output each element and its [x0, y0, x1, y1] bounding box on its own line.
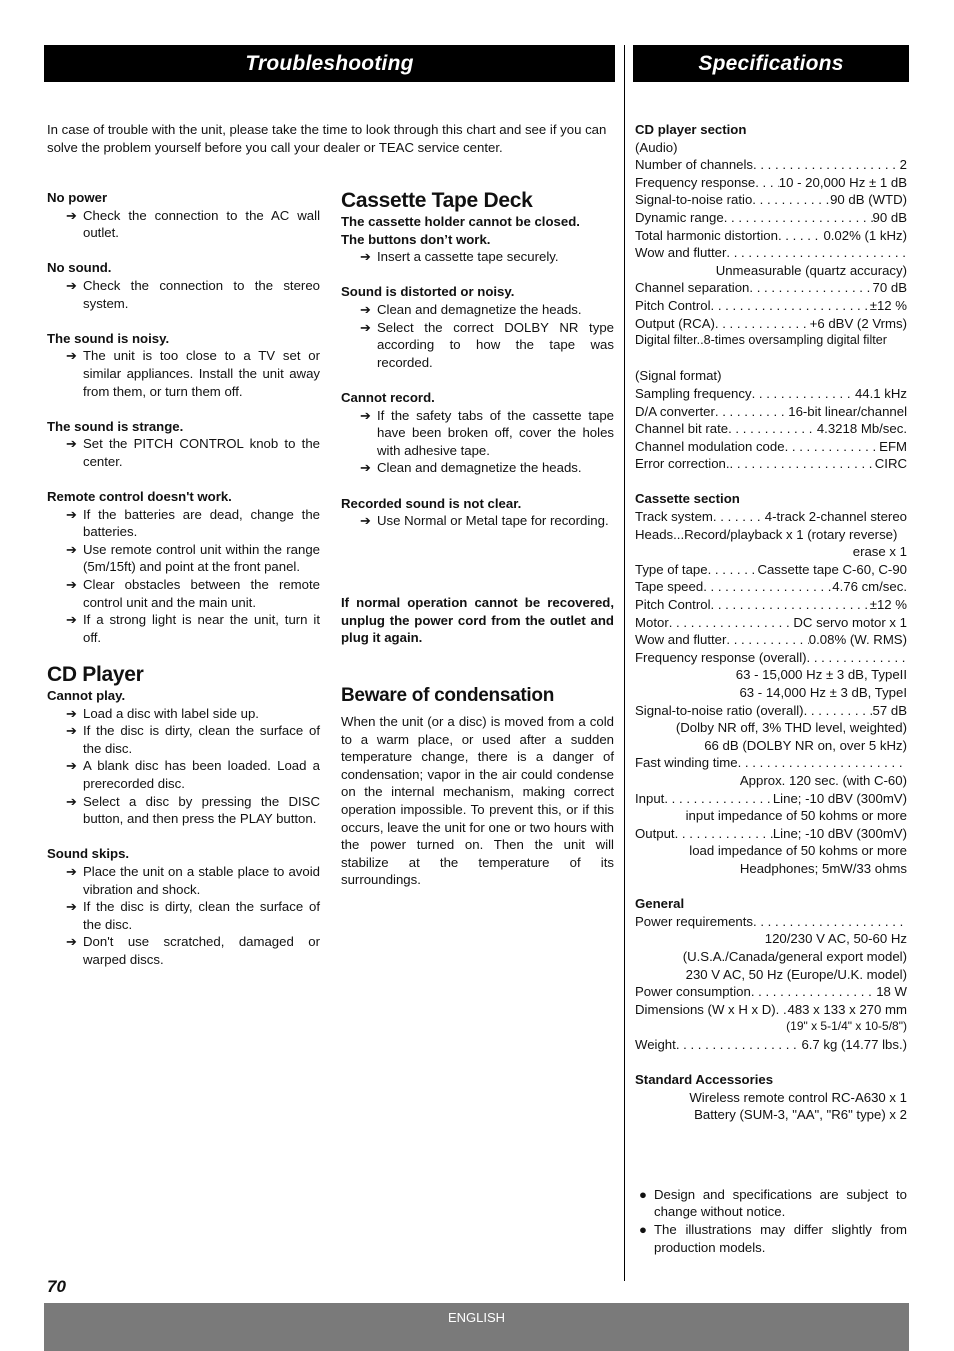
arrow-right-icon: ➔	[66, 541, 77, 557]
spec-row	[635, 279, 907, 297]
spec-label: Tape speed	[635, 579, 704, 595]
wow-flutter-value: Unmeasurable (quartz accuracy)	[715, 262, 907, 278]
snr-line-2: 66 dB (DOLBY NR on, over 5 kHz)	[704, 737, 907, 753]
problem-title: No power	[47, 190, 108, 205]
spec-row	[635, 455, 907, 473]
audio-heading: (Audio)	[635, 139, 678, 155]
solution-text: The unit is too close to a TV set or similar appliances. Install the unit away from them, or turn them off.	[83, 348, 320, 399]
spec-label: Pitch Control	[635, 297, 711, 313]
spec-label: Signal-to-noise ratio	[635, 192, 753, 208]
arrow-right-icon: ➔	[66, 705, 77, 721]
solution-item	[47, 933, 320, 968]
spec-label: Frequency response (overall)	[635, 649, 807, 665]
arrow-right-icon: ➔	[66, 863, 77, 879]
cd-player-heading: CD Player	[47, 663, 144, 687]
spec-label: Channel separation	[635, 280, 750, 296]
fast-winding-value: Approx. 120 sec. (with C-60)	[739, 772, 907, 788]
spec-row	[635, 631, 907, 649]
arrow-right-icon: ➔	[360, 460, 371, 476]
problem-title: Remote control doesn't work.	[47, 489, 232, 505]
spec-row	[635, 649, 907, 667]
solution-text: Insert a cassette tape securely.	[377, 249, 559, 265]
spec-value: 16-bit linear/channel	[788, 403, 907, 419]
solution-item	[47, 277, 320, 312]
spec-value: 0.08% (W. RMS)	[808, 632, 907, 648]
arrow-right-icon: ➔	[66, 934, 77, 950]
spec-row	[635, 244, 907, 262]
spec-row	[635, 315, 907, 333]
issue-group	[341, 213, 614, 266]
solution-item	[47, 722, 320, 757]
freq-line-2: 63 - 14,000 Hz ± 3 dB, TypeI	[739, 685, 907, 700]
solution-item	[47, 757, 320, 792]
issue-group	[341, 495, 614, 530]
spec-value: 4.76 cm/sec.	[832, 579, 907, 595]
spec-label: Channel modulation code	[635, 438, 785, 454]
arrow-right-icon: ➔	[66, 612, 77, 628]
accessories-heading: Standard Accessories	[635, 1072, 774, 1088]
spec-row	[635, 438, 907, 456]
solution-text: Use Normal or Metal tape for recording.	[377, 513, 609, 529]
spec-label: Dynamic range	[635, 209, 724, 225]
dimensions-inch: (19" x 5-1/4" x 10-5/8")	[786, 1019, 907, 1034]
recovery-note: If normal operation cannot be recovered, unplug the power cord from the outlet and plug it again.	[341, 595, 614, 646]
column-divider	[624, 45, 625, 1281]
cd-issues-list	[47, 687, 320, 969]
solution-text: Check the connection to the stereo system.	[83, 277, 320, 311]
solution-text: Select the correct DOLBY NR type according to how the tape was recorded.	[377, 319, 614, 370]
spec-row: Power requirements . . .	[635, 913, 907, 931]
spec-row: Power consumption . . . 18 W	[635, 983, 907, 1001]
solution-item	[47, 506, 320, 541]
solution-text: Use remote control unit within the range (5m/15ft) and point at the front panel.	[83, 541, 320, 575]
spec-row	[635, 578, 907, 596]
spec-note: ● The illustrations may differ slightly from production models.	[639, 1222, 907, 1255]
spec-row	[635, 156, 907, 174]
solution-item	[341, 319, 614, 372]
heads-line-2: erase x 1	[852, 544, 907, 560]
solution-text: Clear obstacles between the remote control unit and the main unit.	[83, 577, 320, 610]
solution-item	[47, 898, 320, 933]
solution-item	[47, 435, 320, 470]
solution-item	[341, 407, 614, 460]
problem-title: Sound skips.	[47, 846, 130, 862]
cassette-section-heading: Cassette section	[635, 491, 740, 507]
spec-row: Dimensions (W x H x D). . 483 x 133 x 270 mm	[635, 1001, 907, 1017]
spec-value: 90 dB	[872, 209, 907, 225]
spec-label: Output (RCA)	[635, 315, 715, 331]
spec-value: DC servo motor x 1	[793, 614, 907, 630]
output-line-1: load impedance of 50 kohms or more	[689, 843, 907, 859]
heads-line: Heads...Record/playback x 1 (rotary reverse)	[635, 526, 898, 542]
page-number: 70	[47, 1277, 66, 1296]
problem-title: Cannot record.	[341, 389, 435, 405]
spec-value: 10 - 20,000 Hz ± 1 dB	[778, 174, 907, 190]
spec-label: Wow and flutter	[635, 245, 727, 261]
arrow-right-icon: ➔	[66, 207, 77, 223]
spec-label: Number of channels	[635, 157, 754, 173]
snr-line-1: (Dolby NR off, 3% THD level, weighted)	[675, 720, 907, 736]
spec-row: Signal-to-noise ratio (overall) . . . 57 dB	[635, 702, 907, 720]
solution-text: Place the unit on a stable place to avoid vibration and shock.	[83, 863, 320, 897]
specifications-title-bar	[633, 45, 909, 82]
spec-label: Sampling frequency	[635, 385, 752, 401]
problem-title: Recorded sound is not clear.	[341, 495, 522, 511]
spec-value: ±12 %	[869, 297, 907, 313]
arrow-right-icon: ➔	[66, 348, 77, 364]
spec-label: Channel bit rate	[635, 421, 729, 437]
spec-label: Wow and flutter	[635, 632, 727, 648]
general-section-heading: General	[635, 896, 685, 912]
spec-value: 70 dB	[872, 280, 907, 296]
power-line-1: 120/230 V AC, 50-60 Hz	[764, 931, 907, 947]
intro-text: In case of trouble with the unit, please take the time to look through this chart and see if you can solve the problem yourself before you call your dealer or TEAC service center.	[47, 122, 607, 155]
spec-row: Track system . . . 4-track 2-channel stereo	[635, 508, 907, 526]
issue-group	[341, 389, 614, 477]
spec-label: Error correction.	[635, 456, 730, 472]
issue-group	[47, 845, 320, 968]
power-line-3: 230 V AC, 50 Hz (Europe/U.K. model)	[685, 966, 907, 982]
arrow-right-icon: ➔	[66, 577, 77, 593]
solution-item	[47, 793, 320, 828]
spec-label: Total harmonic distortion	[635, 227, 778, 243]
arrow-right-icon: ➔	[66, 758, 77, 774]
arrow-right-icon: ➔	[66, 723, 77, 739]
solution-item	[47, 576, 320, 611]
solution-text: Clean and demagnetize the heads.	[377, 301, 582, 317]
spec-row	[635, 191, 907, 209]
spec-value: +6 dBV (2 Vrms)	[809, 315, 907, 331]
condensation-text: When the unit (or a disc) is moved from a cold to a warm place, or used after a sudden temperature change, there is a danger of condensation; vapor in the air could condense on the internal mechanism, making correct operation impossible. To prevent this, or if this occurs, leave the unit for one or two hours with the power turned on. Then the unit will stabilize at the temperature of its surroundings.	[341, 714, 614, 888]
spec-row	[635, 614, 907, 632]
troubleshooting-title: Troubleshooting	[245, 51, 414, 75]
troubleshooting-title-bar	[44, 45, 615, 82]
solution-text: Don't use scratched, damaged or warped discs.	[83, 934, 320, 967]
solution-text: Check the connection to the AC wall outlet.	[83, 207, 320, 241]
problem-title: No sound.	[47, 260, 112, 276]
solution-item	[47, 347, 320, 400]
digital-filter: Digital filter..8-times oversampling digital filter	[635, 333, 887, 348]
spec-value: 0.02% (1 kHz)	[823, 227, 907, 243]
spec-row: Output . . . Line; -10 dBV (300mV)	[635, 825, 907, 843]
language-label: ENGLISH	[447, 1310, 506, 1325]
general-issues-list	[47, 189, 320, 646]
issue-group	[47, 418, 320, 471]
solution-text: A blank disc has been loaded. Load a prerecorded disc.	[83, 758, 320, 791]
spec-value: 2	[899, 157, 907, 173]
accessory-item: Wireless remote control RC-A630 x 1	[689, 1089, 907, 1105]
solution-item	[47, 207, 320, 242]
solution-item	[47, 705, 320, 723]
spec-row	[635, 174, 907, 192]
bullet-icon: ●	[639, 1222, 647, 1238]
solution-item	[341, 512, 614, 530]
solution-text: If the safety tabs of the cassette tape have been broken off, cover the holes with adhesive tape.	[377, 407, 614, 458]
spec-value: EFM	[879, 438, 907, 454]
solution-item	[341, 301, 614, 319]
footer-bar	[44, 1303, 909, 1351]
spec-value: CIRC	[874, 456, 907, 472]
solution-item	[341, 459, 614, 477]
troubleshooting-left-column	[47, 189, 320, 986]
output-line-2: Headphones; 5mW/33 ohms	[739, 860, 907, 876]
solution-text: If the batteries are dead, change the batteries.	[83, 506, 320, 540]
signal-format-heading: (Signal format)	[635, 368, 722, 384]
issue-group	[47, 488, 320, 646]
solution-item	[47, 611, 320, 646]
spec-value: 4.3218 Mb/sec.	[816, 421, 907, 437]
arrow-right-icon: ➔	[66, 793, 77, 809]
issue-group	[47, 189, 320, 242]
problem-title: The cassette holder cannot be closed.	[341, 214, 580, 229]
solution-text: Load a disc with label side up.	[83, 705, 259, 721]
solution-text: Set the PITCH CONTROL knob to the center.	[83, 436, 320, 469]
spec-value: ±12 %	[869, 597, 907, 613]
issue-group	[47, 687, 320, 828]
issue-group	[47, 330, 320, 400]
arrow-right-icon: ➔	[360, 249, 371, 265]
spec-label: D/A converter	[635, 403, 715, 419]
spec-note: ● Design and specifications are subject to change without notice.	[639, 1186, 907, 1220]
spec-row: Input . . . Line; -10 dBV (300mV)	[635, 790, 907, 808]
spec-row	[635, 297, 907, 315]
spec-row	[635, 385, 907, 403]
spec-label: Frequency response	[635, 174, 756, 190]
issue-group	[341, 283, 614, 371]
spec-label: Pitch Control	[635, 597, 711, 613]
power-line-2: (U.S.A./Canada/general export model)	[682, 948, 907, 964]
freq-line-1: 63 - 15,000 Hz ± 3 dB, TypeII	[735, 667, 907, 683]
audio-spec-list	[635, 156, 907, 262]
solution-text: Clean and demagnetize the heads.	[377, 460, 582, 476]
spec-label: Motor	[635, 614, 669, 630]
arrow-right-icon: ➔	[66, 506, 77, 522]
spec-row	[635, 561, 907, 579]
spec-row	[635, 403, 907, 421]
problem-title: The sound is noisy.	[47, 330, 170, 346]
condensation-heading: Beware of condensation	[341, 685, 554, 707]
problem-title: Cannot play.	[47, 688, 126, 704]
audio-spec-list-2	[635, 279, 907, 332]
spec-label: Type of tape	[635, 561, 708, 577]
spec-value: 90 dB (WTD)	[830, 192, 907, 208]
spec-row	[635, 227, 907, 245]
arrow-right-icon: ➔	[360, 407, 371, 423]
bullet-icon: ●	[639, 1186, 647, 1202]
solution-item	[341, 248, 614, 266]
arrow-right-icon: ➔	[360, 319, 371, 335]
arrow-right-icon: ➔	[360, 513, 371, 529]
spec-row: Fast winding time . . .	[635, 754, 907, 772]
arrow-right-icon: ➔	[66, 277, 77, 293]
solution-text: Select a disc by pressing the DISC button, and then press the PLAY button.	[83, 793, 320, 827]
specifications-column	[635, 121, 907, 1256]
cd-section-heading: CD player section	[635, 122, 747, 137]
arrow-right-icon: ➔	[66, 899, 77, 915]
issue-group	[47, 259, 320, 312]
solution-item	[47, 863, 320, 898]
accessory-item: Battery (SUM-3, "AA", "R6" type) x 2	[694, 1107, 907, 1123]
specifications-title: Specifications	[698, 51, 844, 75]
cassette-spec-list	[635, 561, 907, 667]
signal-spec-list	[635, 385, 907, 473]
problem-title: The buttons don’t work.	[341, 231, 491, 247]
solution-text: If the disc is dirty, clean the surface of the disc.	[83, 899, 320, 932]
spec-row	[635, 596, 907, 614]
problem-title: The sound is strange.	[47, 418, 184, 434]
input-line: input impedance of 50 kohms or more	[685, 808, 907, 824]
spec-row	[635, 209, 907, 227]
troubleshooting-middle-column	[341, 189, 614, 889]
solution-text: If the disc is dirty, clean the surface of the disc.	[83, 723, 320, 756]
spec-row	[635, 420, 907, 438]
arrow-right-icon: ➔	[360, 301, 371, 317]
cassette-issues-list	[341, 213, 614, 530]
spec-row: Weight . . . 6.7 kg (14.77 lbs.)	[635, 1036, 907, 1054]
arrow-right-icon: ➔	[66, 436, 77, 452]
solution-item	[47, 541, 320, 576]
spec-value: 44.1 kHz	[854, 385, 907, 401]
spec-value: Cassette tape C-60, C-90	[757, 561, 907, 577]
problem-title: Sound is distorted or noisy.	[341, 284, 515, 300]
cassette-heading: Cassette Tape Deck	[341, 189, 533, 212]
solution-text: If a strong light is near the unit, turn it off.	[83, 612, 320, 645]
